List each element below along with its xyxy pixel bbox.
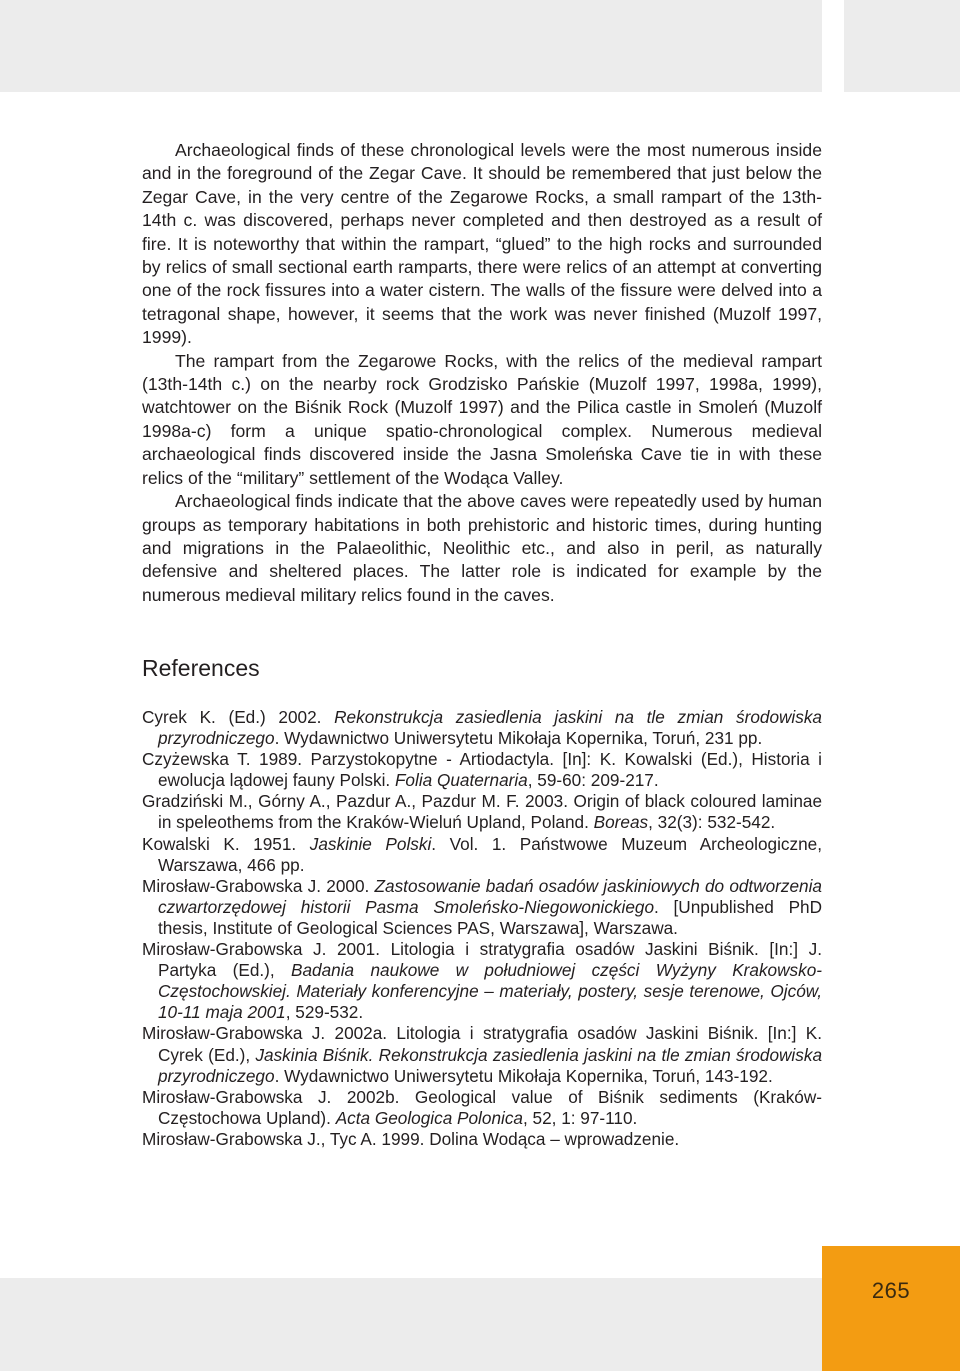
reference-title: Boreas — [593, 812, 649, 833]
body-paragraph: Archaeological finds indicate that the above caves were repeatedly used by human groups as temporary habitations in both prehistoric and historic times, during hunting and migrations in the Palaeolithic, Neolithic etc., and also in peril, as naturally defensive and sheltered places. The latter role is indicated for example by the numerous medieval military relics found in the caves. — [142, 491, 822, 605]
reference-title: Jaskinia Biśnik. Rekonstrukcja zasiedlenia jaskini na tle zmian środowiska przyrodniczego — [158, 1044, 823, 1086]
reference-entry — [142, 939, 822, 1023]
reference-text: . [Unpublished PhD thesis, Institute of Geological Sciences PAS, Warszawa], Warszawa. — [158, 896, 823, 938]
reference-entry — [142, 1087, 822, 1129]
reference-text: , 529-532. — [285, 1002, 364, 1023]
reference-entry — [142, 791, 822, 833]
reference-text: Mirosław-Grabowska J. 2002b. Geological value of Biśnik sediments (Kraków-Częstochowa Upland). — [142, 1086, 822, 1128]
reference-title: Jaskinie Polski — [309, 833, 432, 854]
reference-text: , 52, 1: 97-110. — [522, 1107, 638, 1128]
reference-text: Mirosław-Grabowska J., Tyc A. 1999. Dolina Wodąca – wprowadzenie. — [142, 1128, 680, 1149]
reference-text: , 59-60: 209-217. — [527, 770, 659, 791]
reference-text: , 32(3): 532-542. — [648, 812, 776, 833]
reference-entry — [142, 876, 822, 939]
header-gray-block-right — [844, 0, 960, 92]
header-gray-block-left — [0, 0, 822, 92]
body-paragraph: Archaeological finds of these chronological levels were the most numerous inside and in the foreground of the Zegar Cave. It should be remembered that just below the Zegar Cave, in the very centre of the Zegarowe Rocks, a small rampart of the 13th-14th c. was discovered, perhaps never completed and then destroyed as a result of fire. It is noteworthy that within the rampart, “glued” to the high rocks and surrounded by relics of small sectional earth ramparts, there were relics of an attempt at converting one of the rock fissures into a water cistern. The walls of the fissure were delved into a tetragonal shape, however, it seems that the work was never finished (Muzolf 1997, 1999). — [142, 140, 822, 348]
reference-entry — [142, 1129, 822, 1150]
reference-text: Czyżewska T. 1989. Parzystokopytne - Artiodactyla. [In]: K. Kowalski (Ed.), Historia i ewolucja lądowej fauny Polski. — [142, 749, 822, 791]
references-heading: References — [142, 655, 260, 681]
references-list — [142, 707, 822, 1150]
reference-text: Cyrek K. (Ed.) 2002. — [142, 707, 335, 727]
reference-text: . Wydawnictwo Uniwersytetu Mikołaja Kopernika, Toruń, 143-192. — [274, 1065, 773, 1086]
reference-title: Acta Geologica Polonica — [335, 1107, 523, 1128]
reference-text: Mirosław-Grabowska J. 2000. — [142, 875, 375, 896]
page-number: 265 — [871, 1278, 911, 1303]
reference-title: Badania naukowe w południowej części Wyżyny Krakowsko-Częstochowskiej. Materiały konferencyjne – materiały, postery, sesje terenowe, Ojców, 10-11 maja 2001 — [158, 960, 822, 1023]
body-text — [142, 139, 822, 607]
reference-entry — [142, 834, 822, 876]
reference-title: Rekonstrukcja zasiedlenia jaskini na tle zmian środowiska przyrodniczego — [158, 707, 822, 749]
reference-text: . Wydawnictwo Uniwersytetu Mikołaja Kopernika, Toruń, 231 pp. — [274, 728, 763, 749]
reference-title: Folia Quaternaria — [394, 770, 528, 791]
page-number-tab — [822, 1246, 960, 1371]
reference-title: Zastosowanie badań osadów jaskiniowych do odtworzenia czwartorzędowej historii Pasma Smoleńsko-Niegowonickiego — [158, 875, 822, 917]
reference-entry — [142, 749, 822, 791]
reference-text: Mirosław-Grabowska J. 2001. Litologia i stratygrafia osadów Jaskini Biśnik. [In:] J. Partyka (Ed.), — [142, 939, 822, 981]
reference-text: Gradziński M., Górny A., Pazdur A., Pazdur M. F. 2003. Origin of black coloured laminae in speleothems from the Kraków-Wieluń Upland, Poland. — [142, 791, 822, 833]
reference-text: Mirosław-Grabowska J. 2002a. Litologia i stratygrafia osadów Jaskini Biśnik. [In:] K. Cyrek (Ed.), — [142, 1023, 822, 1065]
reference-entry — [142, 707, 822, 749]
reference-entry — [142, 1023, 822, 1086]
reference-text: . Vol. 1. Państwowe Muzeum Archeologiczne, Warszawa, 466 pp. — [158, 833, 823, 875]
footer-gray-block — [0, 1278, 822, 1371]
body-paragraph: The rampart from the Zegarowe Rocks, with the relics of the medieval rampart (13th-14th c.) on the nearby rock Grodzisko Pańskie (Muzolf 1997, 1998a, 1999), watchtower on the Biśnik Rock (Muzolf 1997) and the Pilica castle in Smoleń (Muzolf 1998a-c) form a unique spatio-chronological complex. Numerous medieval archaeological finds discovered inside the Jasna Smoleńska Cave tie in with these relics of the “military” settlement of the Wodąca Valley. — [142, 350, 822, 488]
reference-text: Kowalski K. 1951. — [142, 833, 310, 854]
